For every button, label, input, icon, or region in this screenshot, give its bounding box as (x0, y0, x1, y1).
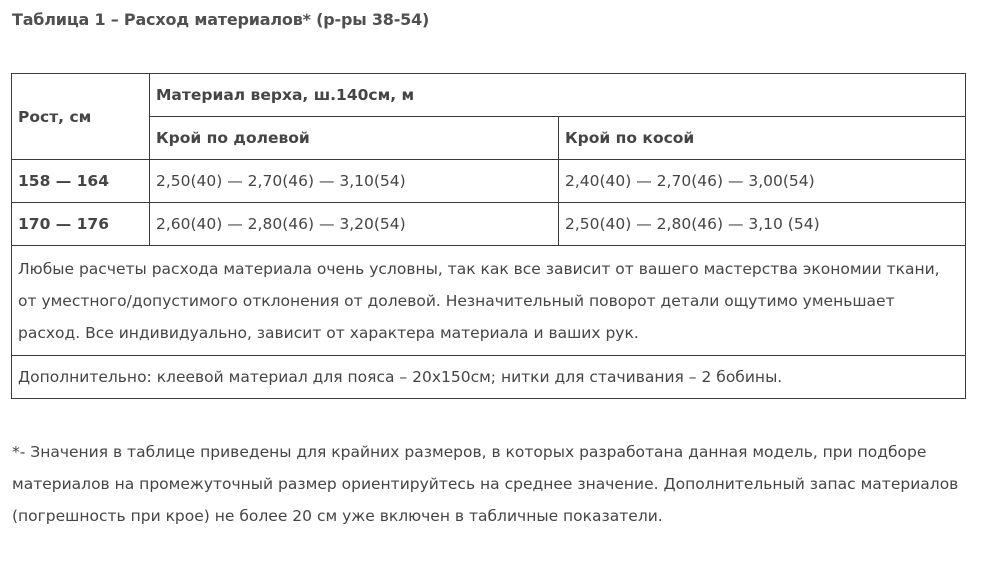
material-header: Материал верха, ш.140см, м (150, 74, 966, 117)
table-subheader-row (12, 117, 966, 160)
height-header: Рост, см (12, 74, 150, 160)
materials-table (11, 73, 966, 399)
height-cell: 158 — 164 (12, 160, 150, 203)
table-row (12, 203, 966, 246)
bias-value-cell: 2,40(40) — 2,70(46) — 3,00(54) (559, 160, 966, 203)
extra-cell: Дополнительно: клеевой материал для пояса – 20х150см; нитки для стачивания – 2 бобины. (12, 356, 966, 399)
note-row (12, 246, 966, 356)
straight-value-cell: 2,60(40) — 2,80(46) — 3,20(54) (150, 203, 559, 246)
table-row (12, 160, 966, 203)
subheader-straight-grain: Крой по долевой (150, 117, 559, 160)
straight-value-cell: 2,50(40) — 2,70(46) — 3,10(54) (150, 160, 559, 203)
table-header-row (12, 74, 966, 117)
table-caption: Таблица 1 – Расход материалов* (р-ры 38-54) (12, 10, 430, 29)
height-cell: 170 — 176 (12, 203, 150, 246)
footnote: *- Значения в таблице приведены для крайних размеров, в которых разработана данная модель, при подборе материалов на промежуточный размер ориентируйтесь на среднее значение. Дополнительный запас материалов (погрешность при крое) не более 20 см уже включен в табличные показатели. (12, 443, 959, 525)
bias-value-cell: 2,50(40) — 2,80(46) — 3,10 (54) (559, 203, 966, 246)
extra-row (12, 356, 966, 399)
subheader-bias-cut: Крой по косой (559, 117, 966, 160)
note-cell: Любые расчеты расхода материала очень условны, так как все зависит от вашего мастерства экономии ткани, от уместного/допустимого отклонения от долевой. Незначительный поворот детали ощутимо уменьшает расход. Все индивидуально, зависит от характера материала и ваших рук. (12, 246, 966, 356)
